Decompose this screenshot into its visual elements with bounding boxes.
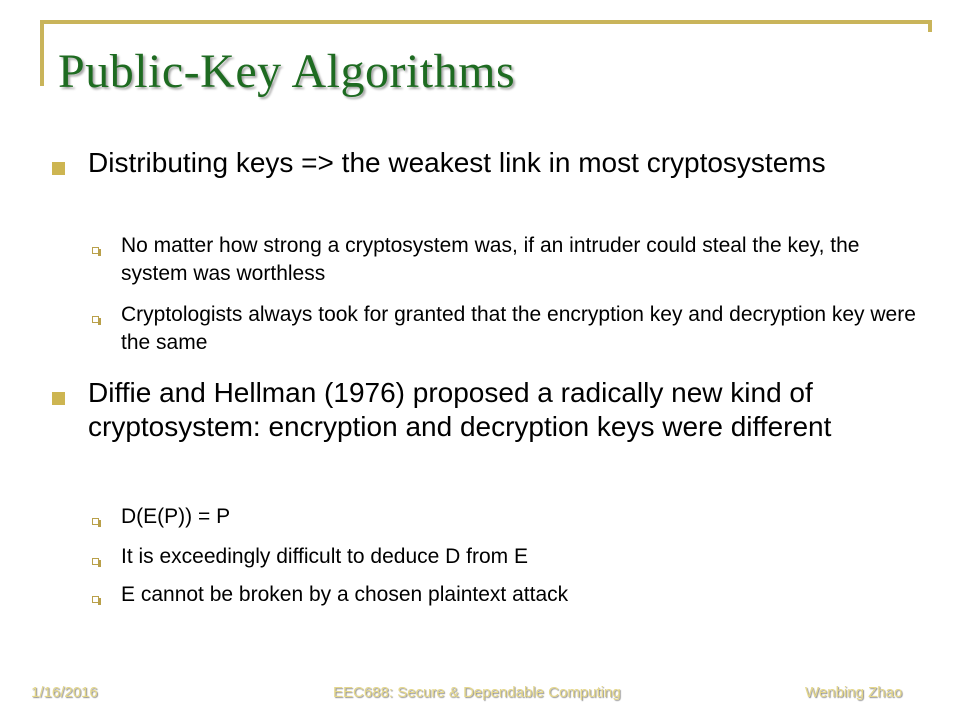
hollow-square-bullet-icon [92,596,99,603]
right-border-tick [928,20,932,32]
sub-bullet-text: E cannot be broken by a chosen plaintext attack [121,583,569,606]
top-border-line [40,20,932,24]
hollow-square-bullet-icon [92,518,99,525]
left-border-line [40,20,44,86]
hollow-square-bullet-icon [92,316,99,323]
slide-title: Public-Key Algorithms [58,45,516,98]
hollow-square-bullet-icon [92,558,99,565]
square-bullet-icon [52,392,65,405]
sub-bullet-text: Cryptologists always took for granted that the encryption key and decryption key were the same [121,303,916,354]
footer-author: Wenbing Zhao [805,684,903,701]
sub-bullet-text: It is exceedingly difficult to deduce D from E [121,545,528,568]
hollow-square-bullet-icon [92,247,99,254]
sub-bullet-text: D(E(P)) = P [121,505,231,528]
footer-date: 1/16/2016 [31,684,98,701]
bullet-text: Distributing keys => the weakest link in most cryptosystems [88,147,826,178]
sub-bullet-text: No matter how strong a cryptosystem was, if an intruder could steal the key, the system was worthless [121,234,860,285]
square-bullet-icon [52,162,65,175]
footer-course: EEC688: Secure & Dependable Computing [333,684,621,701]
bullet-text: Diffie and Hellman (1976) proposed a radically new kind of cryptosystem: encryption and decryption keys were different [88,377,832,442]
